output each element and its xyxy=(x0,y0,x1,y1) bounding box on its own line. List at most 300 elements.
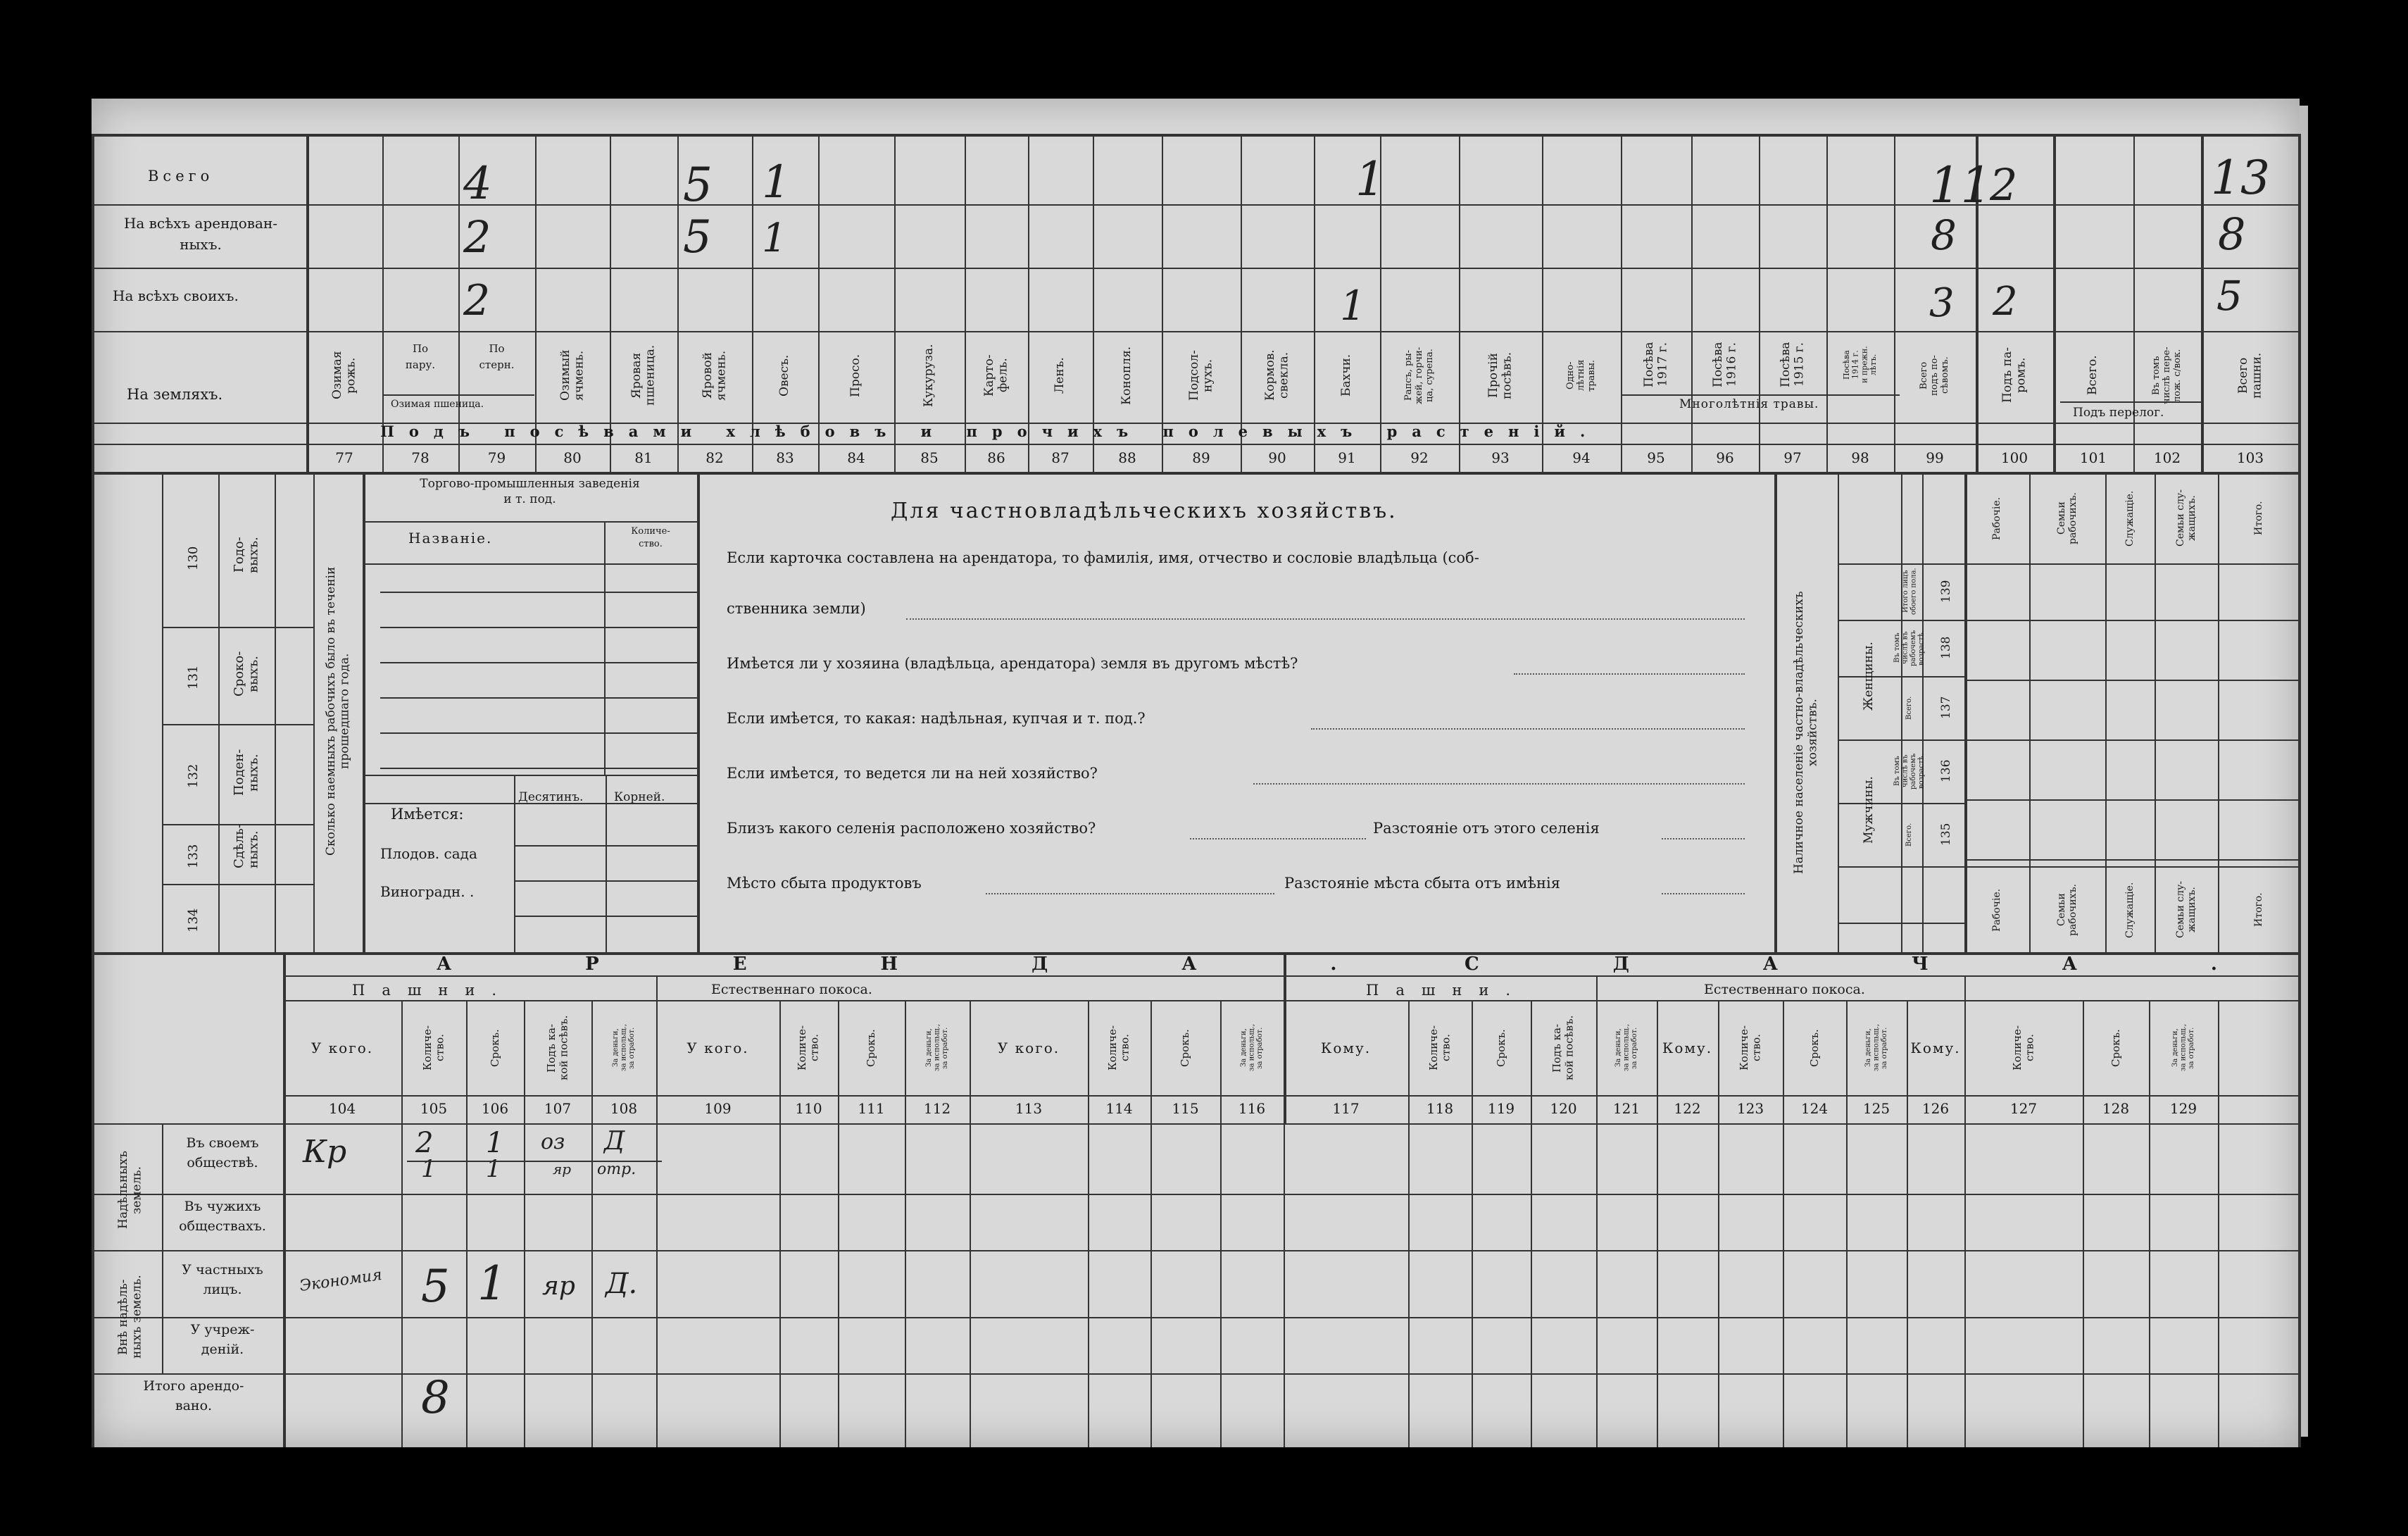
rule-line xyxy=(1964,472,1967,952)
label-rc-top-0: Рабочiе. xyxy=(1991,497,2002,540)
number-bh-112: 112 xyxy=(923,1100,951,1117)
number-bh-108: 108 xyxy=(610,1100,638,1117)
rule-line xyxy=(162,884,313,885)
rule-line xyxy=(92,331,2300,332)
rule-line xyxy=(2053,134,2056,472)
rule-line xyxy=(965,134,966,472)
label-rc-bot-0: Рабочiе. xyxy=(1991,888,2002,932)
label-bh-113: У кого. xyxy=(997,1039,1060,1056)
rule-line xyxy=(1964,866,2300,868)
label-bh-119: Срокъ. xyxy=(1494,1029,1507,1067)
rule-line xyxy=(1596,1000,1598,1447)
label-bh-106: Срокъ. xyxy=(488,1029,501,1067)
label-worker-num-132: 132 xyxy=(185,763,201,789)
rule-line xyxy=(2029,472,2031,952)
label-bh-112: За деньги, за испольщ., за отработ. xyxy=(924,1024,949,1072)
rule-line xyxy=(1596,975,1598,1000)
number-bh-121: 121 xyxy=(1612,1100,1641,1117)
label-bh-109: У кого. xyxy=(686,1039,749,1056)
rule-line xyxy=(92,268,2300,269)
handwritten-b-itogo: 8 xyxy=(421,1372,450,1424)
label-col-85: Кукуруза. xyxy=(922,344,936,407)
label-imeetsya: Имѣется: xyxy=(391,806,464,823)
label-col-79: По стерн. xyxy=(479,342,515,371)
label-col-103: Всего пашни. xyxy=(2235,352,2264,399)
label-pop-num-c139: 139 xyxy=(1939,580,1953,604)
handwritten-b-r3-2: 1 xyxy=(477,1256,507,1311)
handwritten-b-r1-1: 2 xyxy=(415,1127,434,1159)
rule-line xyxy=(1531,1000,1532,1447)
dotted-fill-line xyxy=(1662,838,1745,839)
number-bh-120: 120 xyxy=(1550,1100,1577,1117)
rule-line xyxy=(382,394,534,396)
label-col-99: Всего подъ по- сѣвомъ. xyxy=(1918,355,1950,396)
label-nadel: Надѣльныхъ земель. xyxy=(115,1151,144,1230)
dotted-fill-line xyxy=(1253,783,1745,785)
rule-line xyxy=(363,521,697,523)
arenda-banner: АРЕНДА. xyxy=(437,954,1471,975)
rule-line xyxy=(2300,134,2301,472)
handwritten-a-98: 8 xyxy=(1931,211,1957,259)
number-bh-113: 113 xyxy=(1015,1100,1043,1117)
number-col-101: 101 xyxy=(2079,449,2107,466)
label-worker-num-134: 134 xyxy=(185,908,201,932)
handwritten-b-r1b-2: яр xyxy=(553,1161,572,1178)
label-row-b4: Итого арендо- вано. xyxy=(143,1378,244,1413)
rule-line xyxy=(1838,563,1964,565)
rule-line xyxy=(2218,472,2219,952)
label-q6b: Разстоянiе мѣста сбыта отъ имѣнiя xyxy=(1284,875,1560,892)
label-worker-num-133: 133 xyxy=(185,844,201,868)
label-col-97: Посѣва 1915 г. xyxy=(1778,342,1807,388)
rule-line xyxy=(401,1000,403,1447)
rule-line xyxy=(591,1000,593,1447)
rule-line xyxy=(818,134,820,472)
label-worker-num-131: 131 xyxy=(185,665,201,690)
handwritten-s-98: 3 xyxy=(1929,280,1955,326)
rule-line xyxy=(1774,472,1777,952)
dotted-fill-line xyxy=(986,893,1274,894)
number-bh-116: 116 xyxy=(1238,1100,1266,1117)
rule-line xyxy=(1964,680,2300,681)
label-row-b2: У частныхъ лицъ. xyxy=(182,1262,263,1297)
rule-line xyxy=(1838,866,1964,868)
number-col-82: 82 xyxy=(706,449,724,466)
label-row-vsego: Всего xyxy=(148,168,214,185)
label-ozimaya-pshenitsa: Озимая пшеница. xyxy=(391,399,484,410)
rule-line xyxy=(1838,803,1964,804)
handwritten-b-r1-3: оз xyxy=(541,1130,565,1154)
number-col-95: 95 xyxy=(1647,449,1665,466)
number-bh-115: 115 xyxy=(1172,1100,1199,1117)
label-pop-c136: Въ томъ числѣ въ рабочемъ возрастѣ. xyxy=(1893,753,1926,789)
label-rc-top-1: Семьи рабочихъ. xyxy=(2056,492,2079,545)
rule-line xyxy=(407,1161,662,1162)
label-q5a: Близъ какого селенiя расположено хозяйство? xyxy=(727,820,1096,837)
label-col-86: Карто- фель. xyxy=(982,354,1010,397)
rule-line xyxy=(92,472,2300,475)
number-col-92: 92 xyxy=(1410,449,1429,466)
label-pop-num-c137: 137 xyxy=(1939,696,1953,720)
handwritten-v-103: 13 xyxy=(2211,151,2270,205)
number-bh-122: 122 xyxy=(1674,1100,1701,1117)
label-korney: Корней. xyxy=(614,790,665,804)
rule-line xyxy=(1718,1000,1719,1447)
rule-line xyxy=(894,134,896,472)
number-col-78: 78 xyxy=(411,449,429,466)
handwritten-v-91: 1 xyxy=(1355,152,1385,206)
label-bh-128: Срокъ. xyxy=(2109,1029,2122,1067)
rule-line xyxy=(1964,1000,1966,1447)
number-col-91: 91 xyxy=(1338,449,1356,466)
label-pop-num-c136: 136 xyxy=(1939,759,1953,783)
handwritten-a-79: 2 xyxy=(463,211,491,263)
rule-line xyxy=(1542,134,1543,472)
handwritten-b-r1b-3: отр. xyxy=(597,1161,637,1178)
rule-line xyxy=(2155,472,2156,952)
label-bh-123: Количе- ство. xyxy=(1737,1025,1762,1071)
number-bh-128: 128 xyxy=(2102,1100,2130,1117)
label-worker-131: Сроко- выхъ. xyxy=(231,651,261,697)
label-col-77: Озимая рожь. xyxy=(330,351,358,400)
rule-line xyxy=(606,775,607,952)
number-bh-117: 117 xyxy=(1332,1100,1360,1117)
label-q2: Имѣется ли у хозяина (владѣльца, арендатора) земля въ другомъ мѣстѣ? xyxy=(727,655,1298,672)
label-col-84: Просо. xyxy=(848,354,863,397)
rule-line xyxy=(779,1000,781,1447)
handwritten-v-83: 1 xyxy=(762,156,791,208)
label-bh-122: Кому. xyxy=(1662,1039,1713,1056)
rule-line xyxy=(458,134,460,472)
rule-line xyxy=(283,1000,2300,1001)
rule-line xyxy=(313,472,315,952)
rule-line xyxy=(1621,394,1900,396)
number-bh-126: 126 xyxy=(1921,1100,1950,1117)
rule-line xyxy=(1838,472,1839,952)
label-mnogoletnie: Многолѣтнiя травы. xyxy=(1679,397,1819,411)
number-bh-127: 127 xyxy=(2009,1100,2038,1117)
handwritten-v-98: 11 xyxy=(1929,156,1993,214)
label-desyatin: Десятинъ. xyxy=(518,790,584,804)
label-col-91: Бахчи. xyxy=(1339,354,1353,397)
rule-line xyxy=(1964,563,2300,565)
rule-line xyxy=(283,975,2300,977)
rule-line xyxy=(92,1317,2300,1318)
rule-line xyxy=(92,1250,2300,1251)
rule-line xyxy=(905,1000,906,1447)
rule-line xyxy=(1028,134,1029,472)
number-bh-125: 125 xyxy=(1862,1100,1890,1117)
label-pop-c139: Итого лицъ обоего пола. xyxy=(1901,568,1917,616)
label-col-88: Конопля. xyxy=(1120,346,1134,405)
rule-line xyxy=(162,627,313,628)
number-col-93: 93 xyxy=(1491,449,1510,466)
label-pokos-a: Естественнаго покоса. xyxy=(711,982,872,997)
handwritten-a-83: 1 xyxy=(762,216,787,261)
rule-line xyxy=(380,697,697,699)
top-banner: Подъ посѣвами хлѣбовъ и прочихъ полевыхъ растенiй. xyxy=(380,423,1600,440)
dotted-fill-line xyxy=(1662,893,1745,894)
rule-line xyxy=(380,662,697,663)
handwritten-s-100: 2 xyxy=(1993,279,2018,325)
rule-line xyxy=(535,134,537,472)
number-bh-104: 104 xyxy=(328,1100,356,1117)
number-bh-107: 107 xyxy=(544,1100,572,1117)
rule-line xyxy=(1907,1000,1908,1447)
rule-line xyxy=(1964,859,2300,861)
rule-line xyxy=(1088,1000,1089,1447)
label-col-92: Рапсъ, ры- жей, горчи- ца, сурепа. xyxy=(1403,346,1435,404)
number-col-87: 87 xyxy=(1051,449,1070,466)
rule-line xyxy=(92,134,2300,137)
census-card xyxy=(92,99,2300,1447)
number-bh-124: 124 xyxy=(1800,1100,1829,1117)
label-q5b: Разстоянiе отъ этого селенiя xyxy=(1373,820,1600,837)
label-rc-top-2: Служащiе. xyxy=(2124,490,2136,547)
rule-line xyxy=(524,1000,525,1447)
handwritten-v-79: 4 xyxy=(463,158,492,210)
label-col-94: Одно- лѣтнiя травы. xyxy=(1564,359,1597,392)
label-pop-side: Наличное населенiе частно-владѣльческихъ хозяйствъ. xyxy=(1791,591,1820,874)
label-bh-107: Подъ ка- кой посѣвъ. xyxy=(544,1015,570,1081)
rule-line xyxy=(162,724,313,725)
label-bh-118: Количе- ство. xyxy=(1426,1025,1452,1071)
label-pashni-a: Пашни. xyxy=(352,982,514,999)
rule-line xyxy=(1284,1000,1285,1447)
number-col-100: 100 xyxy=(2000,449,2028,466)
label-worker-num-130: 130 xyxy=(185,546,201,571)
label-row-arend: На всѣхъ арендован- ныхъ. xyxy=(123,215,278,253)
number-col-99: 99 xyxy=(1926,449,1944,466)
label-col-90: Кормов. свекла. xyxy=(1262,349,1291,401)
label-col-96: Посѣва 1916 г. xyxy=(1710,342,1739,388)
rule-line xyxy=(1220,1000,1222,1447)
label-rc-top-4: Итого. xyxy=(2253,501,2264,536)
label-col-98: Посѣва 1914 г. и прежн. лѣтъ. xyxy=(1841,346,1878,384)
handwritten-b-r1-2: 1 xyxy=(486,1127,504,1159)
label-trade-qty: Количе- ство. xyxy=(631,526,670,550)
rule-line xyxy=(1408,1000,1410,1447)
rule-line xyxy=(677,134,679,472)
rule-line xyxy=(1838,676,1964,678)
rule-line xyxy=(838,1000,839,1447)
number-bh-106: 106 xyxy=(481,1100,509,1117)
rule-line xyxy=(752,134,753,472)
number-col-85: 85 xyxy=(920,449,939,466)
rule-line xyxy=(380,627,697,628)
rule-line xyxy=(363,472,365,952)
label-bh-124: Срокъ. xyxy=(1807,1029,1821,1067)
rule-line xyxy=(656,1000,658,1447)
number-bh-129: 129 xyxy=(2169,1100,2197,1117)
rule-line xyxy=(514,916,697,917)
label-row-b1: Въ чужихъ обществахъ. xyxy=(179,1199,266,1234)
dotted-fill-line xyxy=(1311,728,1745,730)
label-bh-115: Срокъ. xyxy=(1179,1029,1191,1067)
rule-line xyxy=(1894,134,1895,472)
label-bh-126: Кому. xyxy=(1910,1039,1961,1056)
rule-line xyxy=(1759,134,1760,472)
handwritten-b-r1-0: Кр xyxy=(303,1134,347,1170)
label-bh-125: За деньги, за испольщ., за отработ. xyxy=(1864,1024,1888,1072)
label-row-land: На земляхъ. xyxy=(127,386,223,403)
label-row-b0: Въ своемъ обществѣ. xyxy=(186,1135,259,1170)
rule-line xyxy=(1459,134,1460,472)
number-col-102: 102 xyxy=(2153,449,2181,466)
label-col-101: Всего. xyxy=(2086,355,2100,396)
label-rc-bot-1: Семьи рабочихъ. xyxy=(2056,884,2079,937)
label-women: Женщины. xyxy=(1862,642,1876,711)
number-col-90: 90 xyxy=(1268,449,1286,466)
number-bh-110: 110 xyxy=(795,1100,822,1117)
label-col-93: Прочiй посѣвъ. xyxy=(1486,351,1515,399)
rule-line xyxy=(514,880,697,882)
handwritten-b-r1b-1: 1 xyxy=(486,1155,501,1183)
handwritten-b-r3-1: 5 xyxy=(421,1261,450,1313)
label-trade-name: Названiе. xyxy=(408,530,493,547)
label-worker-130: Годо- выхъ. xyxy=(231,537,261,573)
label-col-95: Посѣва 1917 г. xyxy=(1641,342,1670,388)
number-bh-111: 111 xyxy=(858,1100,885,1117)
rule-line xyxy=(1964,620,2300,621)
label-bh-104: У кого. xyxy=(311,1039,374,1056)
number-col-77: 77 xyxy=(335,449,353,466)
rule-line xyxy=(2201,134,2204,472)
rule-line xyxy=(162,472,163,952)
rule-line xyxy=(1241,134,1242,472)
rule-line xyxy=(1783,1000,1784,1447)
handwritten-s-79: 2 xyxy=(463,276,491,325)
rule-line xyxy=(1691,134,1693,472)
number-col-103: 103 xyxy=(2236,449,2264,466)
label-vne: Внѣ надѣль- ныхъ земель. xyxy=(115,1275,144,1359)
handwritten-v-82: 5 xyxy=(683,158,713,212)
rule-line xyxy=(1838,739,1964,741)
handwritten-b-r1-4: Д xyxy=(604,1127,625,1156)
handwritten-v-100: 2 xyxy=(1990,159,2018,211)
label-bh-105: Количе- ство. xyxy=(420,1025,446,1071)
rule-line xyxy=(283,1095,2300,1097)
label-private-title: Для частновладѣльческихъ хозяйствъ. xyxy=(891,499,1398,523)
label-worker-132: Поден- ныхъ. xyxy=(231,749,261,797)
rule-line xyxy=(1838,620,1964,621)
label-q3: Если имѣется, то какая: надѣльная, купчая и т. под.? xyxy=(727,710,1146,727)
rule-line xyxy=(2083,1000,2084,1447)
label-rc-top-3: Семьи слу- жащихъ. xyxy=(2175,489,2198,547)
label-pop-c138: Въ томъ числѣ въ рабочемъ возрастѣ. xyxy=(1893,630,1926,666)
rule-line xyxy=(1964,739,2300,741)
number-bh-118: 118 xyxy=(1426,1100,1454,1117)
label-rc-bot-3: Семьи слу- жащихъ. xyxy=(2175,881,2198,939)
label-workers-side: Сколько наемныхъ рабочихъ было въ теченiи прошедшаго года. xyxy=(323,566,352,856)
rule-line xyxy=(1964,799,2300,801)
label-q1b: ственника земли) xyxy=(727,600,866,617)
label-bh-117: Кому. xyxy=(1320,1039,1372,1056)
number-col-81: 81 xyxy=(634,449,653,466)
rule-line xyxy=(283,1123,286,1447)
rule-line xyxy=(466,1000,468,1447)
label-bh-116: За деньги, за испольщ., за отработ. xyxy=(1239,1024,1264,1072)
rule-line xyxy=(1621,134,1622,472)
number-col-79: 79 xyxy=(487,449,506,466)
handwritten-a-82: 5 xyxy=(683,211,712,263)
rule-line xyxy=(380,592,697,593)
label-col-102: Въ томъ числѣ пере- лож. с/вок. xyxy=(2150,346,2183,404)
rule-line xyxy=(1901,472,1902,952)
handwritten-b-r3-4: Д. xyxy=(606,1268,638,1300)
number-col-84: 84 xyxy=(847,449,865,466)
label-col-100: Подъ па- ромъ. xyxy=(2000,347,2028,404)
rule-line xyxy=(1826,134,1828,472)
rule-line xyxy=(1162,134,1163,472)
number-col-83: 83 xyxy=(776,449,794,466)
handwritten-b-r3-3: яр xyxy=(542,1272,575,1301)
handwritten-b-r3-0: Экономия xyxy=(298,1266,384,1296)
label-col-80: Озимый ячмень. xyxy=(558,349,587,401)
label-pop-num-c135: 135 xyxy=(1939,823,1953,847)
rule-line xyxy=(2133,134,2135,472)
number-bh-105: 105 xyxy=(420,1100,448,1117)
rule-line xyxy=(604,521,606,775)
label-row-b3: У учреж- денiй. xyxy=(190,1322,255,1357)
label-rc-bot-4: Итого. xyxy=(2253,892,2264,928)
label-q4: Если имѣется, то ведется ли на ней хозяйство? xyxy=(727,765,1098,782)
rule-line xyxy=(697,472,700,952)
label-pashni-s: Пашни. xyxy=(1366,982,1528,999)
label-worker-133: Сдѣль- ныхъ. xyxy=(231,823,261,868)
rule-line xyxy=(363,563,697,565)
number-col-88: 88 xyxy=(1118,449,1136,466)
rule-line xyxy=(218,472,220,952)
rule-line xyxy=(2149,1000,2150,1447)
rule-line xyxy=(1846,1000,1848,1447)
label-bh-110: Количе- ство. xyxy=(796,1025,821,1071)
sdacha-banner: СДАЧА. xyxy=(1465,954,2351,975)
label-men: Мужчины. xyxy=(1862,776,1876,844)
rule-line xyxy=(92,444,2300,445)
number-bh-123: 123 xyxy=(1736,1100,1764,1117)
label-col-87: Ленъ. xyxy=(1053,357,1067,394)
rule-line xyxy=(1472,1000,1473,1447)
number-col-80: 80 xyxy=(563,449,582,466)
number-col-96: 96 xyxy=(1716,449,1734,466)
rule-line xyxy=(656,975,658,1000)
rule-line xyxy=(382,134,384,472)
number-col-89: 89 xyxy=(1192,449,1210,466)
number-bh-119: 119 xyxy=(1487,1100,1515,1117)
rule-line xyxy=(92,1194,2300,1195)
label-sad: Плодов. сада xyxy=(380,845,477,862)
label-bh-121: За деньги, за испольщ., за отработ. xyxy=(1614,1024,1638,1072)
label-col-89: Подсол- нухъ. xyxy=(1186,350,1215,401)
rule-line xyxy=(514,775,515,952)
label-rc-bot-2: Служащiе. xyxy=(2124,882,2136,938)
handwritten-s-103: 5 xyxy=(2216,272,2243,320)
rule-line xyxy=(1922,472,1924,952)
number-col-94: 94 xyxy=(1572,449,1591,466)
rule-line xyxy=(1150,1000,1152,1447)
rule-line xyxy=(380,768,697,769)
handwritten-b-r1b-0: 1 xyxy=(421,1155,437,1183)
label-col-81: Яровая пшеница. xyxy=(629,344,658,406)
rule-line xyxy=(1964,975,1966,1000)
rule-line xyxy=(2060,401,2201,403)
rule-line xyxy=(610,134,611,472)
rule-line xyxy=(275,472,276,952)
rule-line xyxy=(1838,923,1964,924)
label-bh-114: Количе- ство. xyxy=(1106,1025,1131,1071)
label-bh-127: Количе- ство. xyxy=(2010,1025,2036,1071)
